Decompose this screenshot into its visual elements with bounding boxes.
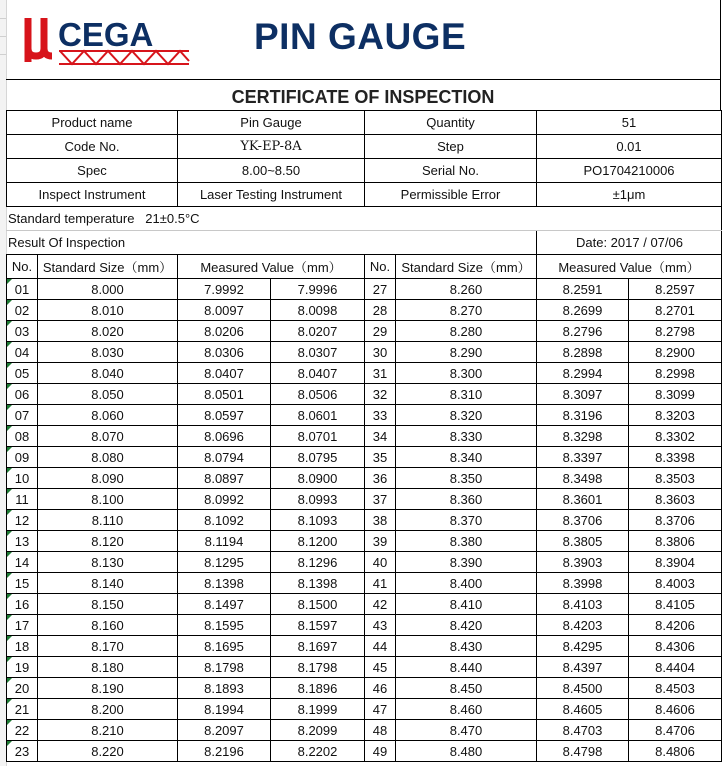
- measured-value-2-cell[interactable]: 8.1896: [271, 678, 365, 699]
- standard-size-cell[interactable]: 8.090: [38, 468, 178, 489]
- table-row: [7, 279, 722, 300]
- row-number[interactable]: 46: [365, 678, 396, 699]
- temperature-row: [6, 207, 721, 231]
- measured-value-2-cell[interactable]: 8.3706: [629, 510, 722, 531]
- row-number[interactable]: 34: [365, 426, 396, 447]
- standard-size-cell[interactable]: 8.200: [38, 699, 178, 720]
- measured-value-1-cell[interactable]: 8.1994: [178, 699, 271, 720]
- measured-value-2-cell[interactable]: 8.0701: [271, 426, 365, 447]
- measured-value-2-cell[interactable]: 8.4404: [629, 657, 722, 678]
- info-row: [7, 111, 722, 135]
- row-number[interactable]: 07: [7, 405, 38, 426]
- standard-size-cell[interactable]: 8.400: [396, 573, 537, 594]
- measured-value-2-cell[interactable]: 8.0900: [271, 468, 365, 489]
- standard-size-cell[interactable]: 8.330: [396, 426, 537, 447]
- measured-value-2-cell[interactable]: 8.0993: [271, 489, 365, 510]
- measured-value-2-cell[interactable]: 8.2202: [271, 741, 365, 762]
- serial-value[interactable]: PO1704210006: [537, 159, 722, 183]
- header-no: No.: [365, 255, 396, 279]
- table-row: [7, 594, 722, 615]
- code-label: Code No.: [7, 135, 178, 159]
- standard-size-cell[interactable]: 8.030: [38, 342, 178, 363]
- measurement-table: [6, 254, 722, 762]
- measured-value-1-cell[interactable]: 8.1092: [178, 510, 271, 531]
- measured-value-2-cell[interactable]: 8.4206: [629, 615, 722, 636]
- measured-value-2-cell[interactable]: 8.2798: [629, 321, 722, 342]
- instrument-value[interactable]: Laser Testing Instrument: [178, 183, 365, 207]
- row-number[interactable]: 41: [365, 573, 396, 594]
- measured-value-2-cell[interactable]: 8.3398: [629, 447, 722, 468]
- measured-value-2-cell[interactable]: 8.1200: [271, 531, 365, 552]
- measured-value-1-cell[interactable]: 8.4103: [537, 594, 629, 615]
- error-label: Permissible Error: [365, 183, 537, 207]
- standard-size-cell[interactable]: 8.000: [38, 279, 178, 300]
- standard-size-cell[interactable]: 8.190: [38, 678, 178, 699]
- measured-value-1-cell[interactable]: 8.4397: [537, 657, 629, 678]
- measured-value-2-cell[interactable]: 8.1798: [271, 657, 365, 678]
- measured-value-2-cell[interactable]: 8.3099: [629, 384, 722, 405]
- table-row: [7, 384, 722, 405]
- measured-value-2-cell[interactable]: 8.1093: [271, 510, 365, 531]
- measurement-rows: [7, 279, 722, 762]
- logo-text: CEGA: [58, 16, 154, 53]
- inspection-certificate-sheet: [6, 0, 721, 762]
- measured-value-1-cell[interactable]: 8.2196: [178, 741, 271, 762]
- table-row: [7, 636, 722, 657]
- measured-value-2-cell[interactable]: 8.0098: [271, 300, 365, 321]
- row-number[interactable]: 30: [365, 342, 396, 363]
- table-row: [7, 510, 722, 531]
- row-number[interactable]: 04: [7, 342, 38, 363]
- standard-temperature[interactable]: Standard temperature 21±0.5°C: [6, 207, 721, 231]
- row-number[interactable]: 10: [7, 468, 38, 489]
- measured-value-2-cell[interactable]: 8.3904: [629, 552, 722, 573]
- row-number[interactable]: 33: [365, 405, 396, 426]
- standard-size-cell[interactable]: 8.020: [38, 321, 178, 342]
- step-value[interactable]: 0.01: [537, 135, 722, 159]
- standard-size-cell[interactable]: 8.360: [396, 489, 537, 510]
- standard-size-cell[interactable]: 8.170: [38, 636, 178, 657]
- standard-size-cell[interactable]: 8.470: [396, 720, 537, 741]
- standard-size-cell[interactable]: 8.290: [396, 342, 537, 363]
- standard-size-cell[interactable]: 8.130: [38, 552, 178, 573]
- measured-value-1-cell[interactable]: 8.0597: [178, 405, 271, 426]
- row-number[interactable]: 31: [365, 363, 396, 384]
- measured-value-2-cell[interactable]: 8.2998: [629, 363, 722, 384]
- measured-value-2-cell[interactable]: 8.1999: [271, 699, 365, 720]
- measured-value-1-cell[interactable]: 8.3601: [537, 489, 629, 510]
- measured-value-1-cell[interactable]: 8.3998: [537, 573, 629, 594]
- header-measured-value: Measured Value（mm）: [537, 255, 722, 279]
- error-value[interactable]: ±1μm: [537, 183, 722, 207]
- measured-value-2-cell[interactable]: 8.1697: [271, 636, 365, 657]
- measured-value-2-cell[interactable]: 8.3603: [629, 489, 722, 510]
- table-row: [7, 720, 722, 741]
- measured-value-1-cell[interactable]: 8.0794: [178, 447, 271, 468]
- measured-value-2-cell[interactable]: 8.0307: [271, 342, 365, 363]
- measured-value-1-cell[interactable]: 8.1595: [178, 615, 271, 636]
- measured-value-1-cell[interactable]: 8.3903: [537, 552, 629, 573]
- standard-size-cell[interactable]: 8.310: [396, 384, 537, 405]
- measured-value-1-cell[interactable]: 8.0306: [178, 342, 271, 363]
- standard-size-cell[interactable]: 8.350: [396, 468, 537, 489]
- measured-value-1-cell[interactable]: 8.2699: [537, 300, 629, 321]
- serial-label: Serial No.: [365, 159, 537, 183]
- measured-value-2-cell[interactable]: 8.4706: [629, 720, 722, 741]
- table-row: [7, 426, 722, 447]
- standard-size-cell[interactable]: 8.060: [38, 405, 178, 426]
- measured-value-2-cell[interactable]: 8.3203: [629, 405, 722, 426]
- table-row: [7, 573, 722, 594]
- row-number[interactable]: 18: [7, 636, 38, 657]
- info-row: [7, 183, 722, 207]
- measured-value-2-cell[interactable]: 8.4806: [629, 741, 722, 762]
- header-banner: [6, 0, 721, 80]
- table-row: [7, 657, 722, 678]
- standard-size-cell[interactable]: 8.320: [396, 405, 537, 426]
- measured-value-1-cell[interactable]: 8.1497: [178, 594, 271, 615]
- row-number[interactable]: 09: [7, 447, 38, 468]
- row-number[interactable]: 45: [365, 657, 396, 678]
- measured-value-1-cell[interactable]: 8.4203: [537, 615, 629, 636]
- standard-size-cell[interactable]: 8.270: [396, 300, 537, 321]
- row-number[interactable]: 35: [365, 447, 396, 468]
- measured-value-1-cell[interactable]: 8.0501: [178, 384, 271, 405]
- measured-value-1-cell[interactable]: 8.2796: [537, 321, 629, 342]
- table-row: [7, 342, 722, 363]
- row-number[interactable]: 27: [365, 279, 396, 300]
- certificate-title: CERTIFICATE OF INSPECTION: [6, 80, 721, 110]
- standard-size-cell[interactable]: 8.210: [38, 720, 178, 741]
- inspection-date[interactable]: Date: 2017 / 07/06: [536, 231, 721, 255]
- measured-value-2-cell[interactable]: 8.4606: [629, 699, 722, 720]
- measured-value-1-cell[interactable]: 8.2097: [178, 720, 271, 741]
- row-number[interactable]: 38: [365, 510, 396, 531]
- measured-value-2-cell[interactable]: 8.0795: [271, 447, 365, 468]
- table-row: [7, 531, 722, 552]
- row-number[interactable]: 03: [7, 321, 38, 342]
- table-row: [7, 489, 722, 510]
- measured-value-2-cell[interactable]: 8.3302: [629, 426, 722, 447]
- measured-value-1-cell[interactable]: 8.3397: [537, 447, 629, 468]
- measured-value-1-cell[interactable]: 8.2898: [537, 342, 629, 363]
- table-row: [7, 468, 722, 489]
- measured-value-2-cell[interactable]: 8.2900: [629, 342, 722, 363]
- measured-value-2-cell[interactable]: 8.4306: [629, 636, 722, 657]
- result-row: [6, 231, 721, 255]
- quantity-value[interactable]: 51: [537, 111, 722, 135]
- spec-value[interactable]: 8.00~8.50: [178, 159, 365, 183]
- measured-value-2-cell[interactable]: 8.4105: [629, 594, 722, 615]
- quantity-label: Quantity: [365, 111, 537, 135]
- table-row: [7, 699, 722, 720]
- measured-value-1-cell[interactable]: 8.3805: [537, 531, 629, 552]
- row-number[interactable]: 08: [7, 426, 38, 447]
- standard-size-cell[interactable]: 8.040: [38, 363, 178, 384]
- table-row: [7, 405, 722, 426]
- standard-size-cell[interactable]: 8.410: [396, 594, 537, 615]
- row-number[interactable]: 28: [365, 300, 396, 321]
- header-standard-size: Standard Size（mm）: [396, 255, 537, 279]
- standard-size-cell[interactable]: 8.010: [38, 300, 178, 321]
- row-number[interactable]: 32: [365, 384, 396, 405]
- standard-size-cell[interactable]: 8.080: [38, 447, 178, 468]
- table-row: [7, 741, 722, 762]
- row-number[interactable]: 43: [365, 615, 396, 636]
- measured-value-2-cell[interactable]: 8.0207: [271, 321, 365, 342]
- row-number[interactable]: 36: [365, 468, 396, 489]
- measured-value-2-cell[interactable]: 8.0601: [271, 405, 365, 426]
- standard-size-cell[interactable]: 8.120: [38, 531, 178, 552]
- measured-value-2-cell[interactable]: 8.1597: [271, 615, 365, 636]
- standard-size-cell[interactable]: 8.050: [38, 384, 178, 405]
- table-row: [7, 552, 722, 573]
- standard-size-cell[interactable]: 8.300: [396, 363, 537, 384]
- standard-size-cell[interactable]: 8.110: [38, 510, 178, 531]
- row-number[interactable]: 21: [7, 699, 38, 720]
- measured-value-2-cell[interactable]: 8.1398: [271, 573, 365, 594]
- standard-size-cell[interactable]: 8.140: [38, 573, 178, 594]
- ucega-logo: [24, 12, 194, 68]
- measurement-header-row: [7, 255, 722, 279]
- measured-value-1-cell[interactable]: 8.1893: [178, 678, 271, 699]
- product-line-title: PIN GAUGE: [254, 16, 467, 57]
- measured-value-1-cell[interactable]: 7.9992: [178, 279, 271, 300]
- standard-size-cell[interactable]: 8.380: [396, 531, 537, 552]
- measured-value-2-cell[interactable]: 8.2701: [629, 300, 722, 321]
- conditions-table: [6, 207, 722, 254]
- measured-value-1-cell[interactable]: 8.1398: [178, 573, 271, 594]
- row-number[interactable]: 44: [365, 636, 396, 657]
- standard-size-cell[interactable]: 8.150: [38, 594, 178, 615]
- standard-size-cell[interactable]: 8.460: [396, 699, 537, 720]
- measured-value-2-cell[interactable]: 8.1296: [271, 552, 365, 573]
- standard-size-cell[interactable]: 8.100: [38, 489, 178, 510]
- product-info-table: [6, 110, 722, 207]
- row-number[interactable]: 37: [365, 489, 396, 510]
- info-row: [7, 159, 722, 183]
- measured-value-1-cell[interactable]: 8.0696: [178, 426, 271, 447]
- measured-value-1-cell[interactable]: 8.0407: [178, 363, 271, 384]
- product-name-label: Product name: [7, 111, 178, 135]
- table-row: [7, 321, 722, 342]
- measured-value-1-cell[interactable]: 8.2591: [537, 279, 629, 300]
- standard-size-cell[interactable]: 8.220: [38, 741, 178, 762]
- measured-value-1-cell[interactable]: 8.3097: [537, 384, 629, 405]
- measured-value-2-cell[interactable]: 8.1500: [271, 594, 365, 615]
- row-number[interactable]: 01: [7, 279, 38, 300]
- row-number[interactable]: 13: [7, 531, 38, 552]
- measured-value-2-cell[interactable]: 8.3503: [629, 468, 722, 489]
- measured-value-1-cell[interactable]: 8.4703: [537, 720, 629, 741]
- measured-value-1-cell[interactable]: 8.4605: [537, 699, 629, 720]
- row-number[interactable]: 39: [365, 531, 396, 552]
- row-number[interactable]: 12: [7, 510, 38, 531]
- standard-size-cell[interactable]: 8.370: [396, 510, 537, 531]
- standard-size-cell[interactable]: 8.440: [396, 657, 537, 678]
- standard-size-cell[interactable]: 8.340: [396, 447, 537, 468]
- standard-size-cell[interactable]: 8.160: [38, 615, 178, 636]
- standard-size-cell[interactable]: 8.480: [396, 741, 537, 762]
- standard-size-cell[interactable]: 8.180: [38, 657, 178, 678]
- header-no: No.: [7, 255, 38, 279]
- table-row: [7, 300, 722, 321]
- row-number[interactable]: 05: [7, 363, 38, 384]
- measured-value-1-cell[interactable]: 8.3498: [537, 468, 629, 489]
- row-number[interactable]: 17: [7, 615, 38, 636]
- measured-value-1-cell[interactable]: 8.1798: [178, 657, 271, 678]
- measured-value-2-cell[interactable]: 8.0407: [271, 363, 365, 384]
- row-number[interactable]: 15: [7, 573, 38, 594]
- measured-value-1-cell[interactable]: 8.2994: [537, 363, 629, 384]
- standard-size-cell[interactable]: 8.430: [396, 636, 537, 657]
- row-number[interactable]: 42: [365, 594, 396, 615]
- info-row: [7, 135, 722, 159]
- measured-value-1-cell[interactable]: 8.3706: [537, 510, 629, 531]
- measured-value-2-cell[interactable]: 8.0506: [271, 384, 365, 405]
- measured-value-1-cell[interactable]: 8.4798: [537, 741, 629, 762]
- header-standard-size: Standard Size（mm）: [38, 255, 178, 279]
- table-row: [7, 615, 722, 636]
- row-number[interactable]: 16: [7, 594, 38, 615]
- measured-value-1-cell[interactable]: 8.3298: [537, 426, 629, 447]
- row-number[interactable]: 40: [365, 552, 396, 573]
- measured-value-2-cell[interactable]: 8.2597: [629, 279, 722, 300]
- row-number[interactable]: 02: [7, 300, 38, 321]
- row-number[interactable]: 48: [365, 720, 396, 741]
- header-measured-value: Measured Value（mm）: [178, 255, 365, 279]
- measured-value-1-cell[interactable]: 8.0992: [178, 489, 271, 510]
- measured-value-2-cell[interactable]: 8.2099: [271, 720, 365, 741]
- measured-value-2-cell[interactable]: 8.3806: [629, 531, 722, 552]
- spec-label: Spec: [7, 159, 178, 183]
- measured-value-1-cell[interactable]: 8.0097: [178, 300, 271, 321]
- product-name-value[interactable]: Pin Gauge: [178, 111, 365, 135]
- standard-size-cell[interactable]: 8.450: [396, 678, 537, 699]
- row-number[interactable]: 49: [365, 741, 396, 762]
- row-number[interactable]: 14: [7, 552, 38, 573]
- standard-size-cell[interactable]: 8.420: [396, 615, 537, 636]
- table-row: [7, 678, 722, 699]
- standard-size-cell[interactable]: 8.280: [396, 321, 537, 342]
- row-number[interactable]: 23: [7, 741, 38, 762]
- row-number[interactable]: 20: [7, 678, 38, 699]
- row-number[interactable]: 19: [7, 657, 38, 678]
- measured-value-1-cell[interactable]: 8.1695: [178, 636, 271, 657]
- row-number[interactable]: 06: [7, 384, 38, 405]
- standard-size-cell[interactable]: 8.070: [38, 426, 178, 447]
- row-number[interactable]: 22: [7, 720, 38, 741]
- instrument-label: Inspect Instrument: [7, 183, 178, 207]
- step-label: Step: [365, 135, 537, 159]
- measured-value-1-cell[interactable]: 8.4500: [537, 678, 629, 699]
- table-row: [7, 447, 722, 468]
- measured-value-2-cell[interactable]: 7.9996: [271, 279, 365, 300]
- result-of-inspection-label: Result Of Inspection: [6, 231, 536, 255]
- measured-value-1-cell[interactable]: 8.3196: [537, 405, 629, 426]
- measured-value-1-cell[interactable]: 8.1295: [178, 552, 271, 573]
- measured-value-1-cell[interactable]: 8.0206: [178, 321, 271, 342]
- measured-value-2-cell[interactable]: 8.4003: [629, 573, 722, 594]
- row-number[interactable]: 29: [365, 321, 396, 342]
- measured-value-1-cell[interactable]: 8.4295: [537, 636, 629, 657]
- row-number[interactable]: 47: [365, 699, 396, 720]
- row-number[interactable]: 11: [7, 489, 38, 510]
- measured-value-1-cell[interactable]: 8.0897: [178, 468, 271, 489]
- table-row: [7, 363, 722, 384]
- code-value[interactable]: YK-EP-8A: [178, 135, 365, 159]
- standard-size-cell[interactable]: 8.260: [396, 279, 537, 300]
- standard-size-cell[interactable]: 8.390: [396, 552, 537, 573]
- measured-value-1-cell[interactable]: 8.1194: [178, 531, 271, 552]
- measured-value-2-cell[interactable]: 8.4503: [629, 678, 722, 699]
